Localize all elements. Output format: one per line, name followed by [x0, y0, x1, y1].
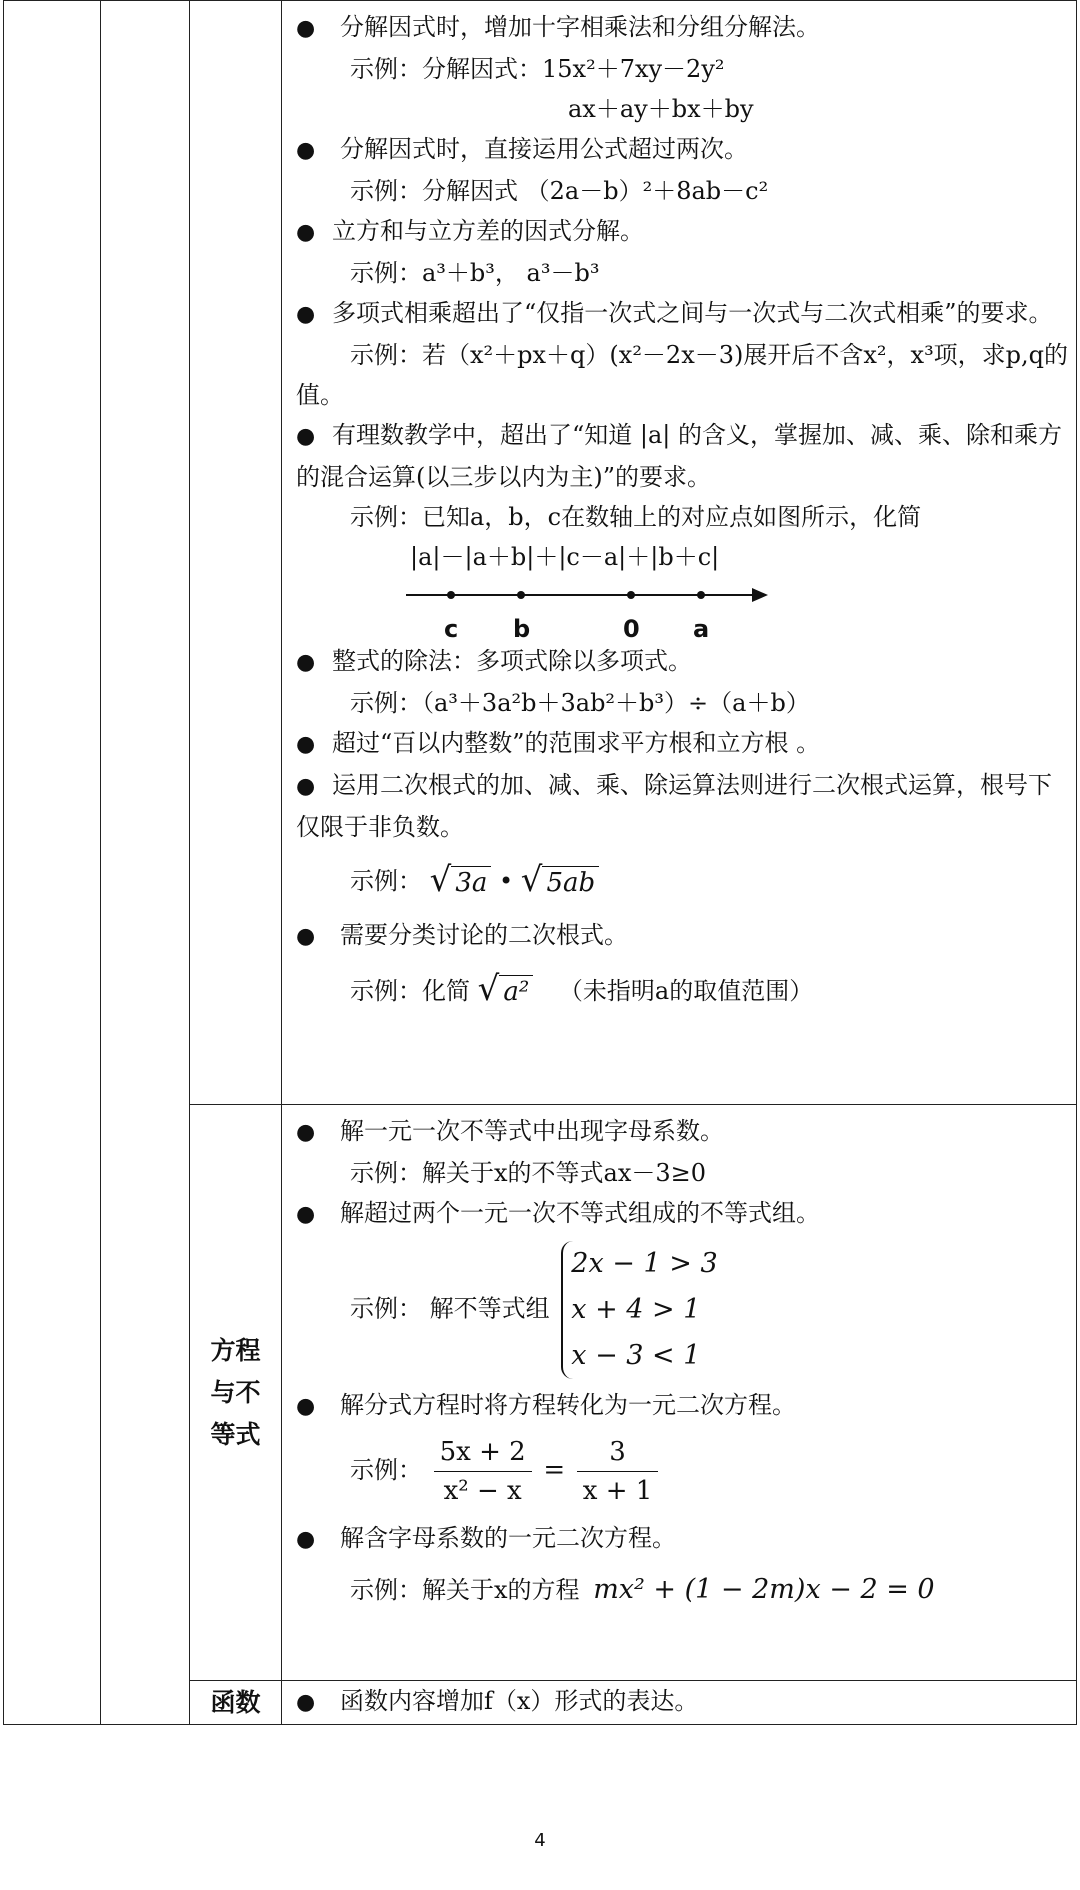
- number-line-figure: [406, 577, 786, 641]
- number-line-label: b: [513, 615, 531, 643]
- table-row: [4, 1, 1077, 1105]
- sqrt-expression: √ 3a: [430, 863, 492, 903]
- point-a: [697, 591, 705, 599]
- content-cell: [282, 1105, 1077, 1681]
- equals-sign: =: [543, 1455, 566, 1485]
- bullet-icon: ●: [296, 923, 316, 949]
- list-item: ● 分解因式时，直接运用公式超过两次。: [296, 129, 1070, 171]
- empty-cell: [101, 1, 190, 1725]
- empty-cell: [4, 1, 101, 1725]
- radical-icon: √: [477, 969, 500, 1009]
- list-item: ● 立方和与立方差的因式分解。: [296, 211, 1070, 253]
- example-line: 示例： 解不等式组 2x − 1 > 3 x + 4 > 1 x − 3 < 1: [296, 1241, 1070, 1379]
- list-item: ● 多项式相乘超出了“仅指一次式之间与一次式与二次式相乘”的要求。: [296, 293, 1070, 335]
- example-line: 示例：解关于x的方程 mx² + (1 − 2m)x − 2 = 0: [350, 1574, 935, 1605]
- list-item: ● 分解因式时，增加十字相乘法和分组分解法。: [296, 7, 1070, 49]
- list-item: ● 需要分类讨论的二次根式。: [296, 915, 1070, 957]
- radical-icon: √: [520, 859, 543, 900]
- bullet-icon: ●: [296, 302, 316, 327]
- list-item: ● 解一元一次不等式中出现字母系数。: [296, 1111, 1070, 1153]
- bullet-icon: ●: [296, 1690, 316, 1715]
- content-table: [3, 0, 1077, 1725]
- content-cell: [282, 1681, 1077, 1725]
- number-line-label: 0: [623, 615, 640, 643]
- topic-cell: [190, 1, 282, 1105]
- topic-cell: 函数: [190, 1681, 282, 1725]
- topic-cell: 方程与不等式: [190, 1105, 282, 1681]
- example-line: 示例：a³＋b³， a³－b³: [350, 259, 600, 287]
- list-item: ● 解超过两个一元一次不等式组成的不等式组。: [296, 1193, 1070, 1235]
- list-item: ● 整式的除法：多项式除以多项式。: [296, 641, 1070, 683]
- example-line: |a|－|a＋b|＋|c－a|＋|b＋c|: [410, 543, 720, 571]
- content-cell: [282, 1, 1077, 1105]
- list-item: ● 有理数教学中，超出了“知道 |a| 的含义，掌握加、减、乘、除和乘方的混合运算(以三步以内为主)”的要求。: [296, 415, 1070, 497]
- example-line: 示例：已知a，b，c在数轴上的对应点如图所示，化简: [350, 503, 922, 531]
- bullet-icon: ●: [296, 1527, 316, 1552]
- point-0: [627, 591, 635, 599]
- page-number: 4: [534, 1830, 546, 1851]
- list-item: ● 运用二次根式的加、减、乘、除运算法则进行二次根式运算，根号下仅限于非负数。: [296, 765, 1070, 847]
- list-item: ● 解分式方程时将方程转化为一元二次方程。: [296, 1385, 1070, 1427]
- number-line-svg: [406, 577, 786, 641]
- bullet-icon: ●: [296, 424, 316, 449]
- example-line: 示例：化简 √ a² （未指明a的取值范围）: [296, 971, 1070, 1013]
- example-line: 示例：解关于x的不等式ax－3≥0: [350, 1159, 707, 1187]
- fraction-left: $\frac{5x + 2}{\text{x² − x}}$: [434, 1433, 532, 1510]
- radical-icon: √: [429, 859, 452, 900]
- bullet-icon: ●: [296, 774, 316, 799]
- example-line: 示例：（a³＋3a²b＋3ab²＋b³）÷（a＋b）: [350, 689, 810, 717]
- list-item: ● 超过“百以内整数”的范围求平方根和立方根 。: [296, 723, 1070, 765]
- example-line: 示例：若（x²＋px＋q）(x²－2x－3)展开后不含x²，x³项，求p,q的值。: [296, 341, 1069, 409]
- fraction-right: $\frac{3}{x + 1}$: [577, 1433, 659, 1510]
- arrow-icon: [752, 588, 768, 602]
- bullet-icon: ●: [296, 220, 316, 245]
- example-line: 示例：分解因式：15x²＋7xy－2y²: [350, 55, 725, 83]
- bullet-icon: ●: [296, 650, 316, 675]
- list-item: ● 解含字母系数的一元二次方程。: [296, 1518, 1070, 1560]
- bullet-icon: ●: [296, 732, 316, 757]
- sqrt-expression: √ 5ab: [521, 863, 599, 903]
- example-line: 示例：分解因式 （2a－b）²＋8ab－c²: [350, 177, 769, 205]
- list-item: ● 函数内容增加f（x）形式的表达。: [296, 1681, 1070, 1723]
- bullet-icon: ●: [296, 138, 316, 163]
- bullet-icon: ●: [296, 1394, 316, 1419]
- point-b: [517, 591, 525, 599]
- inequality-system: 2x − 1 > 3 x + 4 > 1 x − 3 < 1: [561, 1241, 717, 1379]
- bullet-icon: ●: [296, 16, 316, 41]
- example-line: 示例： √ 3a • √ 5ab: [296, 861, 1070, 903]
- example-line: ax＋ay＋bx＋by: [568, 95, 754, 123]
- example-line: 示例： $\frac{5x + 2}{\text{x² − x}}$ = $\frac{3}{x + 1}$: [296, 1433, 1070, 1510]
- sqrt-expression: √ a²: [478, 972, 534, 1012]
- number-line-label: c: [444, 615, 459, 643]
- dot-operator: •: [499, 867, 514, 895]
- point-c: [447, 591, 455, 599]
- bullet-icon: ●: [296, 1202, 316, 1227]
- bullet-icon: ●: [296, 1120, 316, 1145]
- number-line-label: a: [693, 615, 710, 643]
